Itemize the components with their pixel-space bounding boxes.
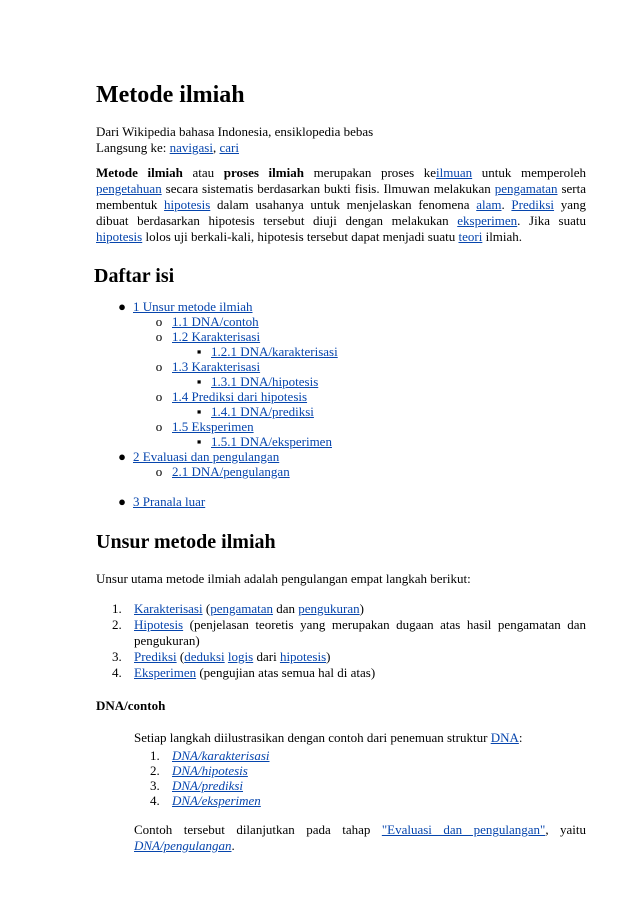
link-hipotesis-2[interactable]: hipotesis — [96, 229, 143, 244]
dna-intro: Setiap langkah diilustrasikan dengan contoh dari penemuan struktur DNA: — [134, 730, 523, 745]
list-item: 2. Hipotesis (penjelasan teoretis yang merupakan dugaan atas hasil pengamatan dan pengukuran) — [112, 617, 586, 648]
link-pengamatan[interactable]: pengamatan — [494, 181, 558, 196]
section-title: Unsur metode ilmiah — [96, 531, 276, 553]
link-pengukuran[interactable]: pengukuran — [298, 601, 360, 616]
article-content — [96, 80, 586, 854]
toc-link-1-2-1[interactable]: 1.2.1 DNA/karakterisasi — [211, 344, 338, 359]
bullet-square-icon: ▪ — [196, 344, 202, 359]
jump-navigation-link[interactable]: navigasi — [169, 140, 213, 155]
link-pengetahuan[interactable]: pengetahuan — [96, 181, 162, 196]
toc-link-3[interactable]: 3 Pranala luar — [133, 494, 206, 509]
list-item: 4. DNA/eksperimen — [150, 793, 261, 808]
toc-item — [96, 419, 586, 434]
link-eksperimen[interactable]: eksperimen — [457, 213, 518, 228]
bullet-square-icon: ▪ — [196, 434, 202, 449]
link-teori[interactable]: teori — [458, 229, 483, 244]
dna-list — [134, 748, 586, 808]
list-item: 1. Karakterisasi (pengamatan dan pengukuran) — [112, 601, 364, 616]
bullet-circle-icon: o — [155, 329, 163, 344]
steps-list — [96, 601, 586, 681]
bullet-disc-icon: ● — [118, 299, 126, 314]
list-item: 4. Eksperimen (pengujian atas semua hal di atas) — [112, 665, 376, 680]
link-hipotesis-3[interactable]: Hipotesis — [134, 617, 184, 632]
bullet-circle-icon: o — [155, 314, 163, 329]
toc-link-1-3[interactable]: 1.3 Karakterisasi — [172, 359, 261, 374]
section-intro: Unsur utama metode ilmiah adalah pengulangan empat langkah berikut: — [96, 571, 471, 586]
bullet-circle-icon: o — [155, 419, 163, 434]
toc-link-2[interactable]: 2 Evaluasi dan pengulangan — [133, 449, 280, 464]
list-item: 3. Prediksi (deduksi logis dari hipotesis) — [112, 649, 331, 664]
toc-item — [96, 434, 586, 449]
toc-link-1-1[interactable]: 1.1 DNA/contoh — [172, 314, 259, 329]
toc-item — [96, 404, 586, 419]
toc-link-1-5-1[interactable]: 1.5.1 DNA/eksperimen — [211, 434, 332, 449]
toc-link-1-4[interactable]: 1.4 Prediksi dari hipotesis — [172, 389, 308, 404]
link-logis[interactable]: logis — [227, 649, 254, 664]
toc-link-1-2[interactable]: 1.2 Karakterisasi — [172, 329, 261, 344]
toc-title: Daftar isi — [94, 265, 175, 287]
bullet-circle-icon: o — [155, 464, 163, 479]
toc-item — [96, 359, 586, 374]
link-alam[interactable]: alam — [476, 197, 502, 212]
bullet-disc-icon: ● — [118, 494, 126, 509]
link-dna-eksperimen[interactable]: DNA/eksperimen — [172, 793, 261, 808]
dna-closing: Contoh tersebut dilanjutkan pada tahap "Evaluasi dan pengulangan", yaitu DNA/pengulangan. — [134, 822, 586, 853]
list-item: 2. DNA/hipotesis — [150, 763, 248, 778]
link-dna-prediksi[interactable]: DNA/prediksi — [172, 778, 244, 793]
toc-link-1-4-1[interactable]: 1.4.1 DNA/prediksi — [211, 404, 314, 419]
bullet-circle-icon: o — [155, 389, 163, 404]
link-hipotesis[interactable]: hipotesis — [164, 197, 211, 212]
toc-item — [96, 449, 586, 464]
link-deduksi[interactable]: deduksi — [184, 649, 225, 664]
dna-block — [134, 730, 586, 854]
toc-link-1-3-1[interactable]: 1.3.1 DNA/hipotesis — [211, 374, 319, 389]
article-subtitle: Dari Wikipedia bahasa Indonesia, ensiklopedia bebas — [96, 124, 374, 139]
link-pengamatan-2[interactable]: pengamatan — [210, 601, 273, 616]
toc-item — [96, 464, 586, 479]
link-evaluasi-pengulangan[interactable]: "Evaluasi dan pengulangan" — [381, 822, 546, 837]
link-dna-hipotesis[interactable]: DNA/hipotesis — [172, 763, 248, 778]
list-item: 1. DNA/karakterisasi — [150, 748, 270, 763]
bullet-disc-icon: ● — [118, 449, 126, 464]
bullet-circle-icon: o — [155, 359, 163, 374]
link-prediksi-2[interactable]: Prediksi — [134, 649, 177, 664]
subsection-title: DNA/contoh — [96, 698, 166, 713]
toc-item — [96, 299, 586, 314]
link-dna[interactable]: DNA — [490, 730, 519, 745]
list-item: 3. DNA/prediksi — [150, 778, 244, 793]
intro-paragraph: Metode ilmiah atau proses ilmiah merupakan proses keilmuan untuk memperoleh pengetahuan secara sistematis berdasarkan bukti fisis. Ilmuwan melakukan pengamatan serta membentuk hipotesis dalam usahanya untuk menjelaskan fenomena alam. Prediksi yang dibuat berdasarkan hipotesis tersebut diuji dengan melakukan eksperimen. Jika suatu hipotesis lolos uji berkali-kali, hipotesis tersebut dapat menjadi suatu teori ilmiah. — [96, 165, 587, 244]
link-ilmuan[interactable]: ilmuan — [436, 165, 473, 180]
toc-link-2-1[interactable]: 2.1 DNA/pengulangan — [172, 464, 290, 479]
link-hipotesis-4[interactable]: hipotesis — [279, 649, 327, 664]
toc-item — [96, 389, 586, 404]
toc-link-1-5[interactable]: 1.5 Eksperimen — [172, 419, 254, 434]
page-title: Metode ilmiah — [96, 82, 245, 108]
link-dna-pengulangan[interactable]: DNA/pengulangan — [134, 838, 232, 853]
bullet-square-icon: ▪ — [196, 404, 202, 419]
jump-links: Langsung ke: navigasi, cari — [96, 140, 239, 155]
toc-item — [96, 314, 586, 329]
toc-item — [96, 344, 586, 359]
link-karakterisasi[interactable]: Karakterisasi — [134, 601, 203, 616]
toc-link-1[interactable]: 1 Unsur metode ilmiah — [133, 299, 253, 314]
link-eksperimen-2[interactable]: Eksperimen — [134, 665, 197, 680]
link-prediksi[interactable]: Prediksi — [511, 197, 555, 212]
jump-search-link[interactable]: cari — [219, 140, 239, 155]
toc-item — [96, 374, 586, 389]
toc-item — [96, 329, 586, 344]
link-dna-karakterisasi[interactable]: DNA/karakterisasi — [172, 748, 270, 763]
table-of-contents — [96, 299, 586, 509]
bullet-square-icon: ▪ — [196, 374, 202, 389]
toc-item — [96, 494, 586, 509]
